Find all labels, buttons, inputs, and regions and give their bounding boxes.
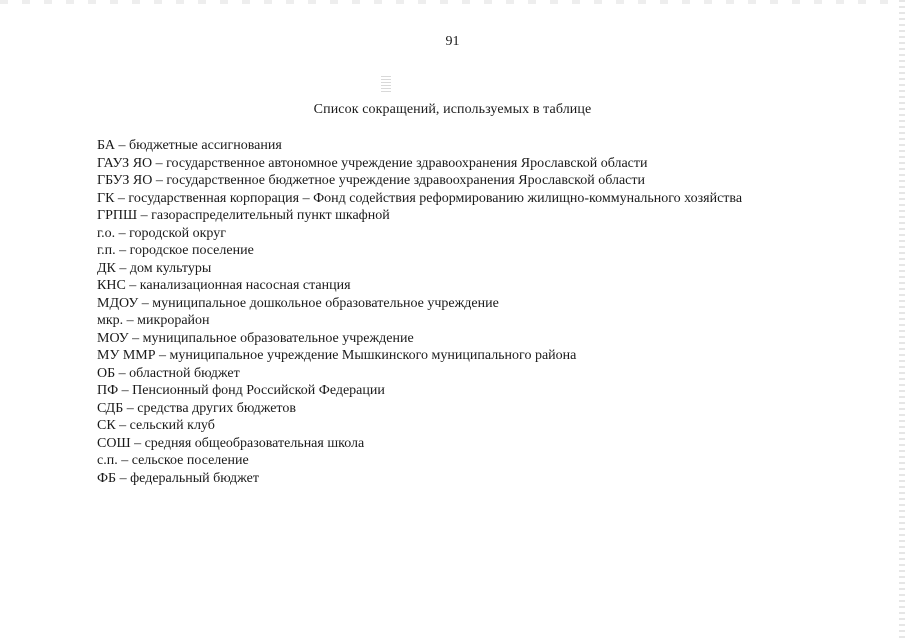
abbreviation-item: г.о. – городской округ [97, 225, 226, 241]
abbreviation-item: МДОУ – муниципальное дошкольное образовательное учреждение [97, 295, 499, 311]
abbreviation-item: ОБ – областной бюджет [97, 365, 240, 381]
abbreviation-item: БА – бюджетные ассигнования [97, 138, 282, 153]
scan-artifact [381, 76, 391, 92]
abbreviation-item: ГРПШ – газораспределительный пункт шкафной [97, 208, 390, 223]
scan-border-right [899, 0, 905, 640]
abbreviation-item: КНС – канализационная насосная станция [97, 278, 351, 293]
abbreviation-item: мкр. – микрорайон [97, 313, 210, 328]
abbreviation-item: ДК – дом культуры [97, 260, 212, 276]
abbreviation-item: СОШ – средняя общеобразовательная школа [97, 435, 365, 451]
abbreviation-item: СК – сельский клуб [97, 418, 215, 433]
abbreviation-list [97, 137, 742, 487]
scan-border-top [0, 0, 905, 4]
abbreviation-item: МУ ММР – муниципальное учреждение Мышкинского муниципального района [97, 348, 577, 363]
abbreviation-item: СДБ – средства других бюджетов [97, 400, 296, 416]
abbreviation-item: ПФ – Пенсионный фонд Российской Федерации [97, 383, 385, 398]
abbreviation-item: ФБ – федеральный бюджет [97, 470, 259, 486]
abbreviation-item: ГБУЗ ЯО – государственное бюджетное учреждение здравоохранения Ярославской области [97, 173, 646, 188]
abbreviation-item: МОУ – муниципальное образовательное учреждение [97, 330, 414, 346]
abbreviation-item: ГАУЗ ЯО – государственное автономное учреждение здравоохранения Ярославской области [97, 155, 648, 171]
abbreviation-item: ГК – государственная корпорация – Фонд содействия реформированию жилищно-коммунального хозяйства [97, 190, 743, 206]
abbreviation-item: с.п. – сельское поселение [97, 453, 249, 468]
list-title: Список сокращений, используемых в таблице [313, 102, 592, 117]
abbreviation-item: г.п. – городское поселение [97, 243, 254, 258]
page-number: 91 [445, 34, 460, 49]
